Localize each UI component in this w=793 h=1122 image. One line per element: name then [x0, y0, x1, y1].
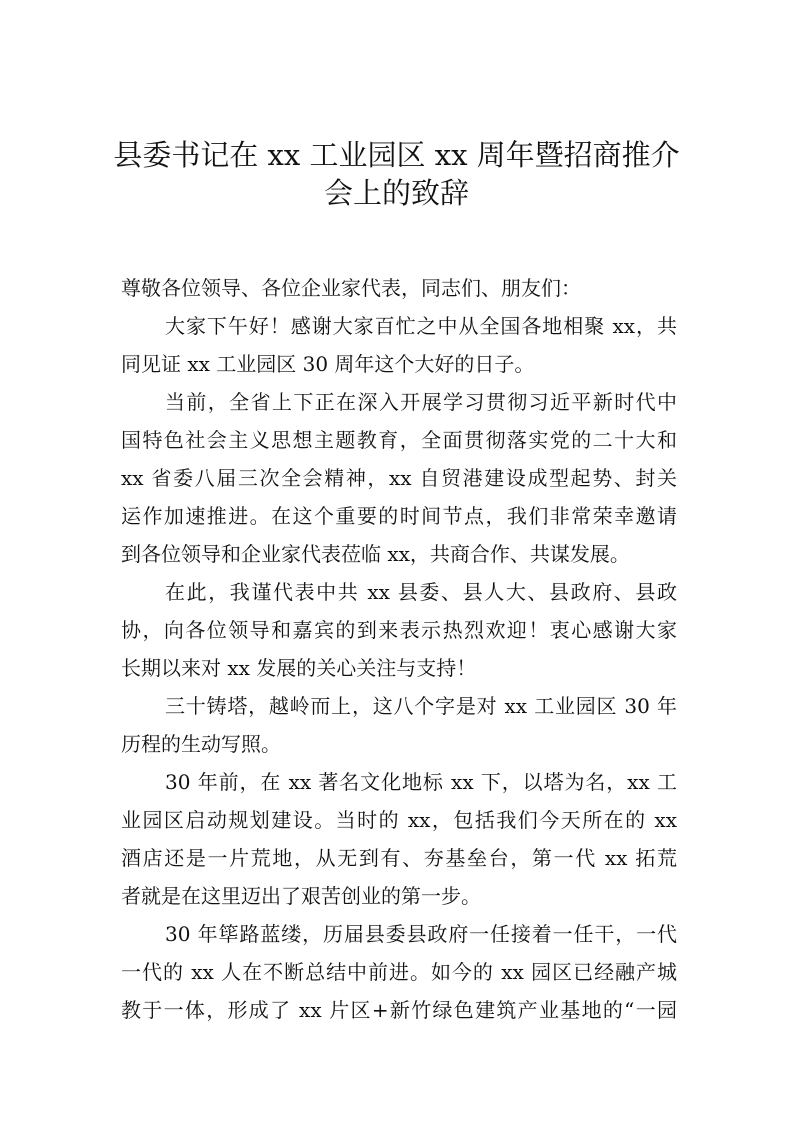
- body-text-line: 30 年前，在 xx 著名文化地标 xx 下，以塔为名，xx 工: [165, 770, 677, 794]
- document-title-line-1: 县委书记在 xx 工业园区 xx 周年暨招商推介: [113, 138, 680, 172]
- body-text-line: 大家下午好！感谢大家百忙之中从全国各地相聚 xx，共: [165, 314, 677, 338]
- body-text-line: 30 年筚路蓝缕，历届县委县政府一任接着一任干，一代: [165, 922, 677, 946]
- body-text-line: 在此，我谨代表中共 xx 县委、县人大、县政府、县政: [165, 580, 677, 604]
- body-text-line: 历程的生动写照。: [121, 732, 281, 756]
- body-text-line: 国特色社会主义思想主题教育，全面贯彻落实党的二十大和: [121, 428, 677, 452]
- body-text-line: 协，向各位领导和嘉宾的到来表示热烈欢迎！衷心感谢大家: [121, 618, 677, 642]
- body-text-line: 当前，全省上下正在深入开展学习贯彻习近平新时代中: [165, 390, 677, 414]
- body-text-line: 者就是在这里迈出了艰苦创业的第一步。: [121, 884, 481, 908]
- body-text-line: 三十铸塔，越岭而上，这八个字是对 xx 工业园区 30 年: [165, 694, 677, 718]
- body-text-line: xx 省委八届三次全会精神，xx 自贸港建设成型起势、封关: [121, 466, 677, 490]
- document-title-line-2: 会上的致辞: [323, 176, 469, 210]
- body-text-line: 尊敬各位领导、各位企业家代表，同志们、朋友们：: [121, 276, 581, 300]
- body-text-line: 运作加速推进。在这个重要的时间节点，我们非常荣幸邀请: [121, 504, 677, 528]
- body-text-line: 教于一体，形成了 xx 片区+新竹绿色建筑产业基地的“一园: [121, 998, 677, 1022]
- body-text-line: 业园区启动规划建设。当时的 xx，包括我们今天所在的 xx: [121, 808, 677, 832]
- body-text-line: 同见证 xx 工业园区 30 周年这个大好的日子。: [121, 352, 535, 376]
- body-text-line: 长期以来对 xx 发展的关心关注与支持！: [121, 656, 477, 680]
- body-text-line: 酒店还是一片荒地，从无到有、夯基垒台，第一代 xx 拓荒: [121, 846, 677, 870]
- body-text-line: 一代的 xx 人在不断总结中前进。如今的 xx 园区已经融产城: [121, 960, 677, 984]
- body-text-line: 到各位领导和企业家代表莅临 xx，共商合作、共谋发展。: [121, 542, 630, 566]
